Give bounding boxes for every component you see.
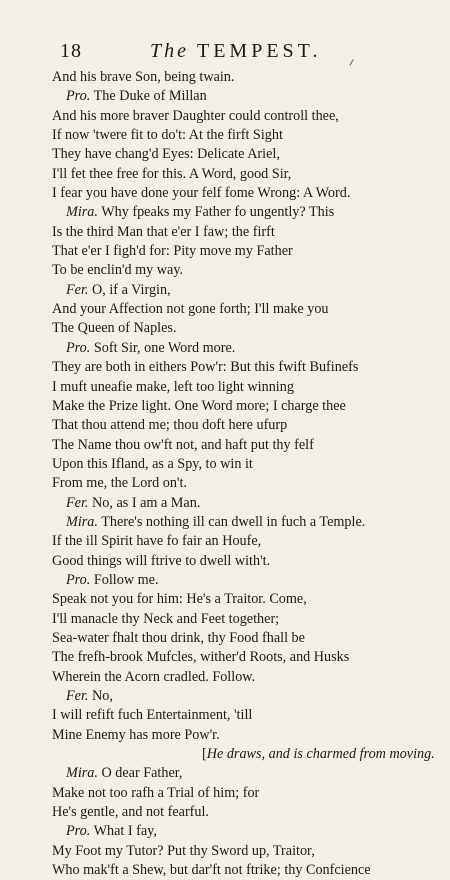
verse-line: And your Affection not gone forth; I'll make you xyxy=(52,301,329,318)
page-header xyxy=(60,40,430,62)
running-title-main: TEMPEST. xyxy=(197,40,322,62)
speech-text: Soft Sir, one Word more. xyxy=(93,339,236,356)
verse-line: Is the third Man that e'er I faw; the firft xyxy=(52,223,275,240)
speaker-name: Pro. xyxy=(66,571,91,588)
speech-text: No, as I am a Man. xyxy=(92,494,201,511)
speaker-name: Mira. xyxy=(66,513,98,530)
verse-line: I will refift fuch Entertainment, 'till xyxy=(52,707,253,724)
verse-line: Speak not you for him: He's a Traitor. Come, xyxy=(52,591,307,608)
verse-line: Upon this Ifland, as a Spy, to win it xyxy=(52,455,253,472)
speaker-name: Fer. xyxy=(66,281,89,298)
verse-line: If the ill Spirit have fo fair an Houfe, xyxy=(52,533,262,550)
verse-line: The Name thou ow'ft not, and haft put thy felf xyxy=(52,436,314,453)
speaker-name: Fer. xyxy=(66,494,89,511)
speech-text: There's nothing ill can dwell in fuch a Temple. xyxy=(101,513,366,530)
verse-line: And his brave Son, being twain. xyxy=(52,69,235,85)
verse-line: From me, the Lord on't. xyxy=(52,475,187,492)
verse-line: Wherein the Acorn cradled. Follow. xyxy=(52,668,256,685)
speaker-name: Pro. xyxy=(66,339,91,356)
verse-line: And his more braver Daughter could controll thee, xyxy=(52,107,339,124)
speech-line xyxy=(52,764,437,783)
speaker-name: Pro. xyxy=(66,88,91,105)
speaker-name: Mira. xyxy=(66,765,98,782)
verse-line: I muft uneafie make, left too light winning xyxy=(52,378,294,395)
speech-line xyxy=(52,203,437,222)
speaker-name: Fer. xyxy=(66,688,89,704)
speech-text: Why fpeaks my Father fo ungently? This xyxy=(101,204,335,221)
speaker-name: Mira. xyxy=(66,204,98,221)
verse-line: Mine Enemy has more Pow'r. xyxy=(52,726,220,743)
verse-line: I'll manacle thy Neck and Feet together; xyxy=(52,610,280,627)
speaker-name: Pro. xyxy=(66,823,91,840)
stage-direction xyxy=(52,745,437,764)
verse-line: My Foot my Tutor? Put thy Sword up, Traitor, xyxy=(52,842,315,859)
speech-text: Follow me. xyxy=(93,571,159,588)
verse-line: If now 'twere fit to do't: At the firft Sight xyxy=(52,127,283,144)
stage-bracket: [ xyxy=(202,746,207,763)
speech-line xyxy=(52,822,437,841)
verse-line: Good things will ftrive to dwell with't. xyxy=(52,552,271,569)
play-text xyxy=(52,68,437,880)
verse-line: I fear you have done your felf fome Wrong: A Word. xyxy=(52,185,351,202)
speech-text: No, xyxy=(92,688,113,704)
verse-line: I'll fet thee free for this. A Word, good Sir, xyxy=(52,165,292,182)
speech-line xyxy=(52,281,437,300)
verse-line: Make the Prize light. One Word more; I charge thee xyxy=(52,397,346,414)
speech-line xyxy=(52,87,437,106)
page-number: 18 xyxy=(60,40,82,62)
speech-line xyxy=(52,513,437,532)
verse-line: Make not too rafh a Trial of him; for xyxy=(52,784,260,801)
speech-line xyxy=(52,571,437,590)
verse-line: That thou attend me; thou doft here ufurp xyxy=(52,417,288,434)
verse-line: That e'er I figh'd for: Pity move my Father xyxy=(52,243,293,260)
verse-line: To be enclin'd my way. xyxy=(52,262,184,279)
speech-text: The Duke of Millan xyxy=(93,88,207,105)
stage-text: He draws, and is charmed from moving. xyxy=(206,746,435,763)
speech-line xyxy=(52,339,437,358)
speech-text: What I fay, xyxy=(93,823,157,840)
speech-text: O, if a Virgin, xyxy=(92,281,171,298)
running-title xyxy=(150,40,321,62)
speech-line xyxy=(52,494,437,513)
verse-line: Who mak'ft a Shew, but dar'ft not ftrike; thy Confcience xyxy=(52,862,371,879)
verse-line: Sea-water fhalt thou drink, thy Food fhall be xyxy=(52,629,305,646)
verse-line: They have chang'd Eyes: Delicate Ariel, xyxy=(52,146,280,163)
verse-line: The frefh-brook Mufcles, wither'd Roots, and Husks xyxy=(52,649,350,666)
running-title-prefix: The xyxy=(150,40,189,62)
verse-line: They are both in eithers Pow'r: But this fwift Bufinefs xyxy=(52,359,359,376)
verse-line: The Queen of Naples. xyxy=(52,320,177,337)
speech-text: O dear Father, xyxy=(101,765,183,782)
verse-line: He's gentle, and not fearful. xyxy=(52,804,209,821)
speech-line xyxy=(52,687,437,706)
